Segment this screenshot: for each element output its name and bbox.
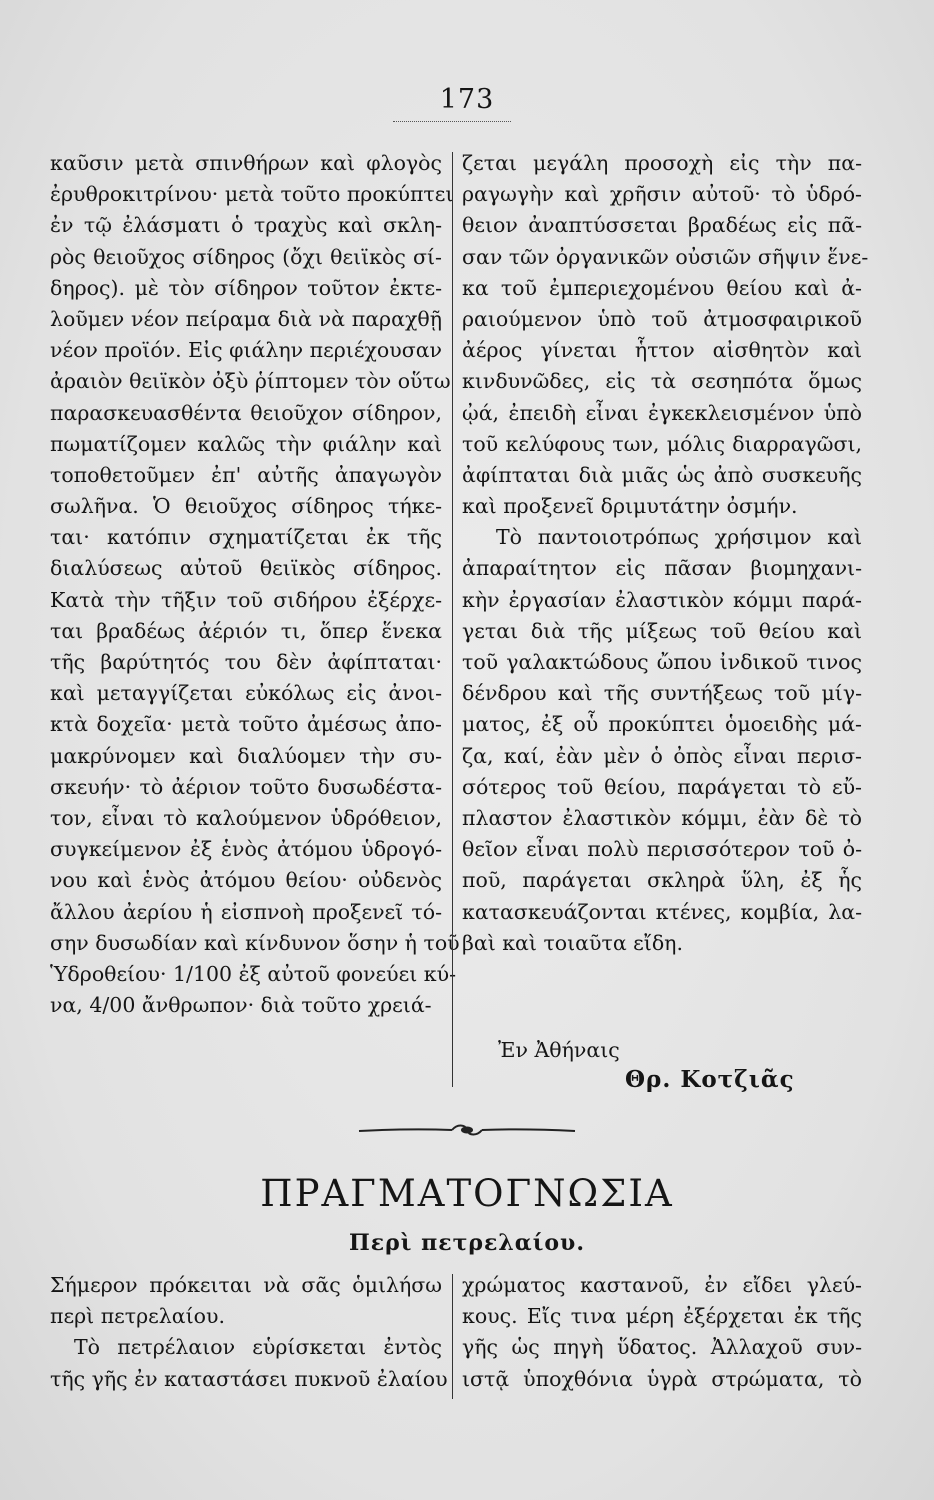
text-line: σωλῆνα. Ὁ θειοῦχος σίδηρος τήκε- xyxy=(50,494,442,519)
text-line: χρώματος καστανοῦ, ἐν εἴδει γλεύ- xyxy=(462,1273,862,1297)
text-line: πωματίζομεν καλῶς τὴν φιάλην καὶ xyxy=(50,431,442,456)
section-left-column xyxy=(50,1270,448,1395)
text-line: γεται διὰ τῆς μίξεως τοῦ θείου καὶ xyxy=(462,618,862,643)
text-line: σκευήν· τὸ ἀέριον τοῦτο δυσωδέστα- xyxy=(50,774,442,799)
text-line: κατασκευάζονται κτένες, κομβία, λα- xyxy=(462,899,862,924)
text-line: να, 4/00 ἄνθρωπον· διὰ τοῦτο χρειά- xyxy=(50,993,432,1018)
text-line: τοῦ κελύφους των, μόλις διαρραγῶσι, xyxy=(462,431,862,456)
text-line: σαν τῶν ὀργανικῶν οὐσιῶν σῆψιν ἕνε- xyxy=(462,244,869,269)
text-line: μακρύνομεν καὶ διαλύομεν τὴν συ- xyxy=(50,743,442,768)
text-line: ἀραιὸν θειϊκὸν ὀξὺ ῥίπτομεν τὸν οὕτω xyxy=(50,369,451,394)
text-line: ἀέρος γίνεται ἧττον αἰσθητὸν καὶ xyxy=(462,338,862,363)
text-line: τοποθετοῦμεν ἐπ' αὐτῆς ἀπαγωγὸν xyxy=(50,462,442,487)
text-line: Τὸ παντοιοτρόπως χρήσιμον καὶ xyxy=(496,525,862,550)
text-line: θειον ἀναπτύσσεται βραδέως εἰς πᾶ- xyxy=(462,213,862,238)
text-line: κτὰ δοχεῖα· μετὰ τοῦτο ἀμέσως ἀπο- xyxy=(50,712,442,737)
text-line: ται βραδέως ἀέριόν τι, ὅπερ ἕνεκα xyxy=(50,618,442,643)
text-line: ἐν τῷ ἐλάσματι ὁ τραχὺς καὶ σκλη- xyxy=(50,213,442,238)
text-line: γῆς ὡς πηγὴ ὕδατος. Ἀλλαχοῦ συν- xyxy=(462,1335,862,1360)
text-line: ζα, καί, ἐὰν μὲν ὁ ὀπὸς εἶναι περισ- xyxy=(462,743,862,768)
text-line: κὴν ἐργασίαν ἐλαστικὸν κόμμι παρά- xyxy=(462,587,862,612)
signature-place: Ἐν Ἀθήναις xyxy=(498,1038,620,1062)
text-line: περὶ πετρελαίου. xyxy=(50,1304,226,1329)
text-line: Σήμερον πρόκειται νὰ σᾶς ὁμιλήσω xyxy=(50,1273,442,1297)
page-number: 173 xyxy=(439,84,495,115)
text-line: τῆς γῆς ἐν καταστάσει πυκνοῦ ἐλαίου xyxy=(50,1366,448,1391)
text-line: ἄλλου ἀερίου ἡ εἰσπνοὴ προξενεῖ τό- xyxy=(50,899,442,924)
text-line: ᾠά, ἐπειδὴ εἶναι ἐγκεκλεισμένον ὑπὸ xyxy=(462,400,862,425)
article-right-column xyxy=(462,148,869,959)
text-line: κους. Εἴς τινα μέρη ἐξέρχεται ἐκ τῆς xyxy=(462,1304,862,1329)
text-line: ποῦ, παράγεται σκληρὰ ὕλη, ἐξ ἧς xyxy=(462,868,862,893)
text-line: παρασκευασθέντα θειοῦχον σίδηρον, xyxy=(50,400,442,425)
text-line: συγκείμενον ἐξ ἑνὸς ἀτόμου ὑδρογό- xyxy=(50,837,442,862)
text-line: καῦσιν μετὰ σπινθήρων καὶ φλογὸς xyxy=(50,151,442,175)
text-line: δένδρου καὶ τῆς συντήξεως τοῦ μίγ- xyxy=(462,681,862,706)
text-line: καὶ προξενεῖ δριμυτάτην ὀσμήν. xyxy=(462,494,798,519)
page-number-rule xyxy=(393,121,511,122)
text-line: σότερος τοῦ θείου, παράγεται τὸ εὔ- xyxy=(462,774,862,799)
text-line: ἀπαραίτητον εἰς πᾶσαν βιομηχανι- xyxy=(462,556,862,581)
text-line: τῆς βαρύτητός του δὲν ἀφίπταται· xyxy=(50,650,442,674)
text-line: διαλύσεως αὐτοῦ θειϊκὸς σίδηρος. xyxy=(50,556,442,581)
column-divider xyxy=(452,152,453,1087)
text-line: νέον προϊόν. Εἰς φιάλην περιέχουσαν xyxy=(50,338,442,363)
text-line: ματος, ἐξ οὗ προκύπτει ὁμοειδὴς μά- xyxy=(462,712,862,737)
signature-name: Θρ. Κοτζιᾶς xyxy=(625,1066,795,1093)
text-line: σην δυσωδίαν καὶ κίνδυνον ὅσην ἡ τοῦ xyxy=(50,930,460,955)
text-line: βαὶ καὶ τοιαῦτα εἴδη. xyxy=(462,930,683,955)
text-line: ται· κατόπιν σχηματίζεται ἐκ τῆς xyxy=(50,525,442,550)
text-line: τον, εἶναι τὸ καλούμενον ὑδρόθειον, xyxy=(50,805,442,830)
text-line: κινδυνῶδες, εἰς τὰ σεσηπότα ὅμως xyxy=(462,369,862,394)
text-line: Ὑδροθείου· 1/100 ἐξ αὐτοῦ φονεύει κύ- xyxy=(50,961,456,986)
text-line: τοῦ γαλακτώδους ὤπου ἰνδικοῦ τινος xyxy=(462,650,862,674)
text-line: δηρος). μὲ τὸν σίδηρον τοῦτον ἐκτε- xyxy=(50,275,442,300)
text-line: νου καὶ ἑνὸς ἀτόμου θείου· οὐδενὸς xyxy=(50,868,442,893)
text-line: θεῖον εἶναι πολὺ περισσότερον τοῦ ὀ- xyxy=(462,837,862,862)
text-line: ἀφίπταται διὰ μιᾶς ὡς ἀπὸ συσκευῆς xyxy=(462,462,862,487)
text-line: πλαστον ἐλαστικὸν κόμμι, ἐὰν δὲ τὸ xyxy=(462,805,862,830)
text-line: ρὸς θειοῦχος σίδηρος (ὄχι θειϊκὸς σί- xyxy=(50,244,442,269)
text-line: ραγωγὴν καὶ χρῆσιν αὐτοῦ· τὸ ὑδρό- xyxy=(462,182,862,207)
text-line: Τὸ πετρέλαιον εὑρίσκεται ἐντὸς xyxy=(74,1335,442,1360)
separator-ornament xyxy=(357,1122,577,1138)
article-left-column xyxy=(50,148,460,1021)
text-line: καὶ μεταγγίζεται εὐκόλως εἰς ἀνοι- xyxy=(50,681,442,706)
text-line: ιστᾷ ὑποχθόνια ὑγρὰ στρώματα, τὸ xyxy=(462,1366,862,1391)
text-line: λοῦμεν νέον πείραμα διὰ νὰ παραχθῇ xyxy=(50,306,442,331)
text-line: ραιούμενον ὑπὸ τοῦ ἀτμοσφαιρικοῦ xyxy=(462,306,862,331)
section-subtitle: Περὶ πετρελαίου. xyxy=(349,1230,585,1256)
text-line: ἐρυθροκιτρίνου· μετὰ τοῦτο προκύπτει xyxy=(50,182,454,207)
text-line: ζεται μεγάλη προσοχὴ εἰς τὴν πα- xyxy=(462,151,862,175)
section-title: ΠΡΑΓΜΑΤΟΓΝΩΣΙΑ xyxy=(260,1172,674,1215)
text-line: κα τοῦ ἐμπεριεχομένου θείου καὶ ἀ- xyxy=(462,275,862,300)
text-line: Κατὰ τὴν τῆξιν τοῦ σιδήρου ἐξέρχε- xyxy=(50,587,442,612)
column-divider-bottom xyxy=(452,1274,453,1399)
section-right-column xyxy=(462,1270,862,1395)
